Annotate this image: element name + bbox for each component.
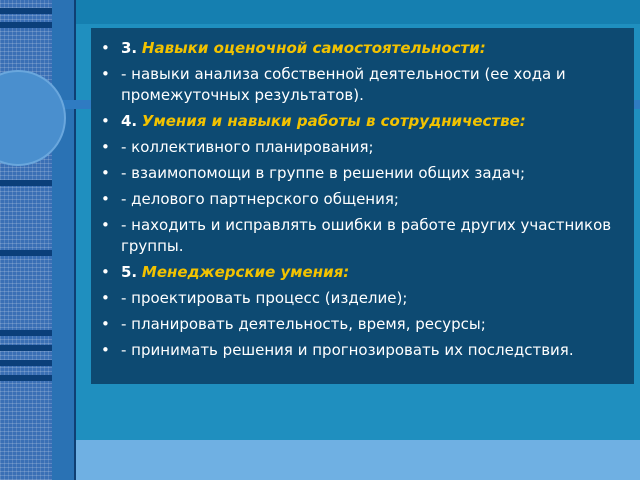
decor-stripe [0, 330, 52, 336]
section-number: 3. [121, 39, 138, 57]
decor-stripe [0, 22, 52, 28]
bullet-icon: • [101, 263, 110, 281]
item-text: - проектировать процесс (изделие); [121, 289, 408, 307]
bullet-icon: • [101, 216, 110, 234]
section-title: Умения и навыки работы в сотрудничестве: [141, 112, 526, 130]
bullet-list [101, 38, 622, 361]
item-text: - навыки анализа собственной деятельности (ее хода и промежуточных результатов). [121, 65, 566, 104]
bullet-icon: • [101, 65, 110, 83]
decor-top-band [76, 0, 640, 24]
list-item [101, 64, 622, 106]
item-text: - делового партнерского общения; [121, 190, 399, 208]
item-text: - находить и исправлять ошибки в работе других участников группы. [121, 216, 612, 255]
list-item [101, 340, 622, 361]
decor-stripe [0, 345, 52, 351]
item-text: - принимать решения и прогнозировать их последствия. [121, 341, 574, 359]
list-item [101, 189, 622, 210]
bullet-icon: • [101, 190, 110, 208]
section-number: 5. [121, 263, 138, 281]
section-heading [101, 38, 622, 59]
bullet-icon: • [101, 164, 110, 182]
content-panel [91, 28, 634, 384]
decor-stripe [0, 250, 52, 256]
bullet-icon: • [101, 341, 110, 359]
decor-stripe [0, 360, 52, 366]
list-item [101, 163, 622, 184]
section-title: Навыки оценочной самостоятельности [141, 39, 480, 57]
section-colon: : [343, 263, 350, 281]
section-colon: : [479, 39, 486, 57]
decor-bottom-band [76, 440, 640, 480]
section-heading [101, 262, 622, 283]
list-item [101, 137, 622, 158]
decor-stripe [0, 8, 52, 14]
section-title: Менеджерские умения [141, 263, 344, 281]
list-item [101, 314, 622, 335]
list-item [101, 215, 622, 257]
decor-vertical-line [74, 0, 76, 480]
bullet-icon: • [101, 39, 110, 57]
item-text: - планировать деятельность, время, ресурсы; [121, 315, 486, 333]
section-number: 4. [121, 112, 138, 130]
item-text: - коллективного планирования; [121, 138, 374, 156]
item-text: - взаимопомощи в группе в решении общих задач; [121, 164, 526, 182]
decor-stripe [0, 180, 52, 186]
section-heading [101, 111, 622, 132]
bullet-icon: • [101, 112, 110, 130]
decor-vertical-band [52, 0, 76, 480]
bullet-icon: • [101, 315, 110, 333]
bullet-icon: • [101, 289, 110, 307]
list-item [101, 288, 622, 309]
decor-stripe [0, 375, 52, 381]
bullet-icon: • [101, 138, 110, 156]
